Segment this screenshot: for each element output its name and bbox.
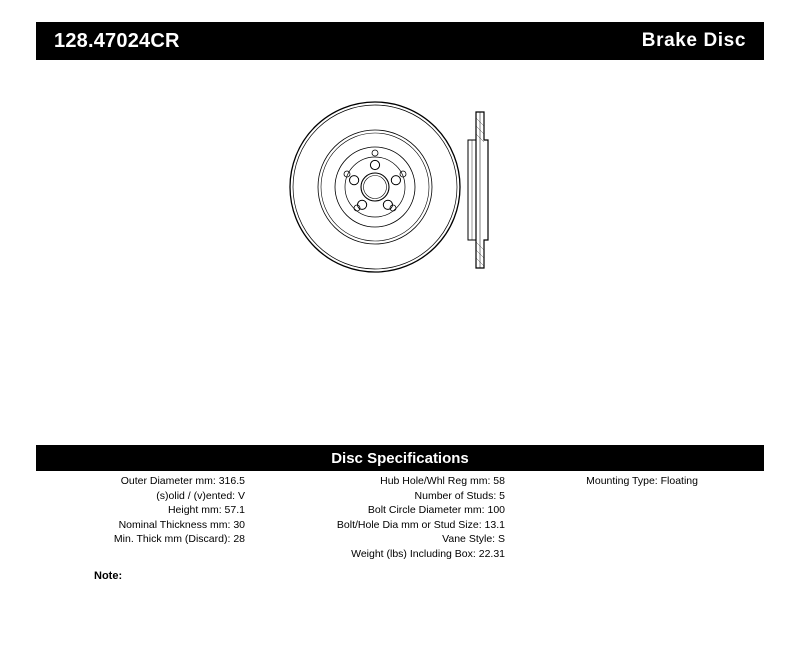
specifications-table — [36, 474, 764, 561]
spec-item: Hub Hole/Whl Reg mm: 58 — [380, 475, 505, 487]
spec-item: Height mm: 57.1 — [167, 504, 245, 516]
stud-holes — [350, 160, 401, 209]
specs-column-right — [509, 474, 764, 489]
disc-specifications-title: Disc Specifications — [331, 449, 469, 467]
vane-hatching — [320, 105, 430, 269]
spec-item: Min. Thick mm (Discard): 28 — [113, 533, 245, 545]
spec-item: Mounting Type: Floating — [586, 475, 698, 487]
hat-holes — [344, 150, 406, 211]
spec-item: (s)olid / (v)ented: V — [156, 489, 245, 502]
spec-item: Vane Style: S — [442, 533, 505, 545]
brake-rotor-technical-drawing — [280, 92, 520, 282]
spec-item: Weight (lbs) Including Box: 22.31 — [351, 547, 505, 560]
disc-specifications-bar — [36, 445, 764, 471]
specs-column-middle — [249, 474, 509, 561]
spec-item: Number of Studs: 5 — [414, 489, 505, 502]
spec-item: Bolt/Hole Dia mm or Stud Size: 13.1 — [336, 518, 505, 531]
spec-item: Bolt Circle Diameter mm: 100 — [367, 504, 505, 516]
front-face-view — [290, 102, 460, 272]
note-label: Note: — [94, 570, 123, 582]
product-type-label: Brake Disc — [641, 30, 746, 51]
side-cross-section-view — [468, 112, 488, 268]
spec-item: Outer Diameter mm: 316.5 — [120, 475, 245, 487]
specs-column-left — [36, 474, 249, 547]
header-bar — [36, 22, 764, 60]
spec-item: Nominal Thickness mm: 30 — [118, 518, 245, 531]
part-number: 128.47024CR — [54, 29, 180, 52]
